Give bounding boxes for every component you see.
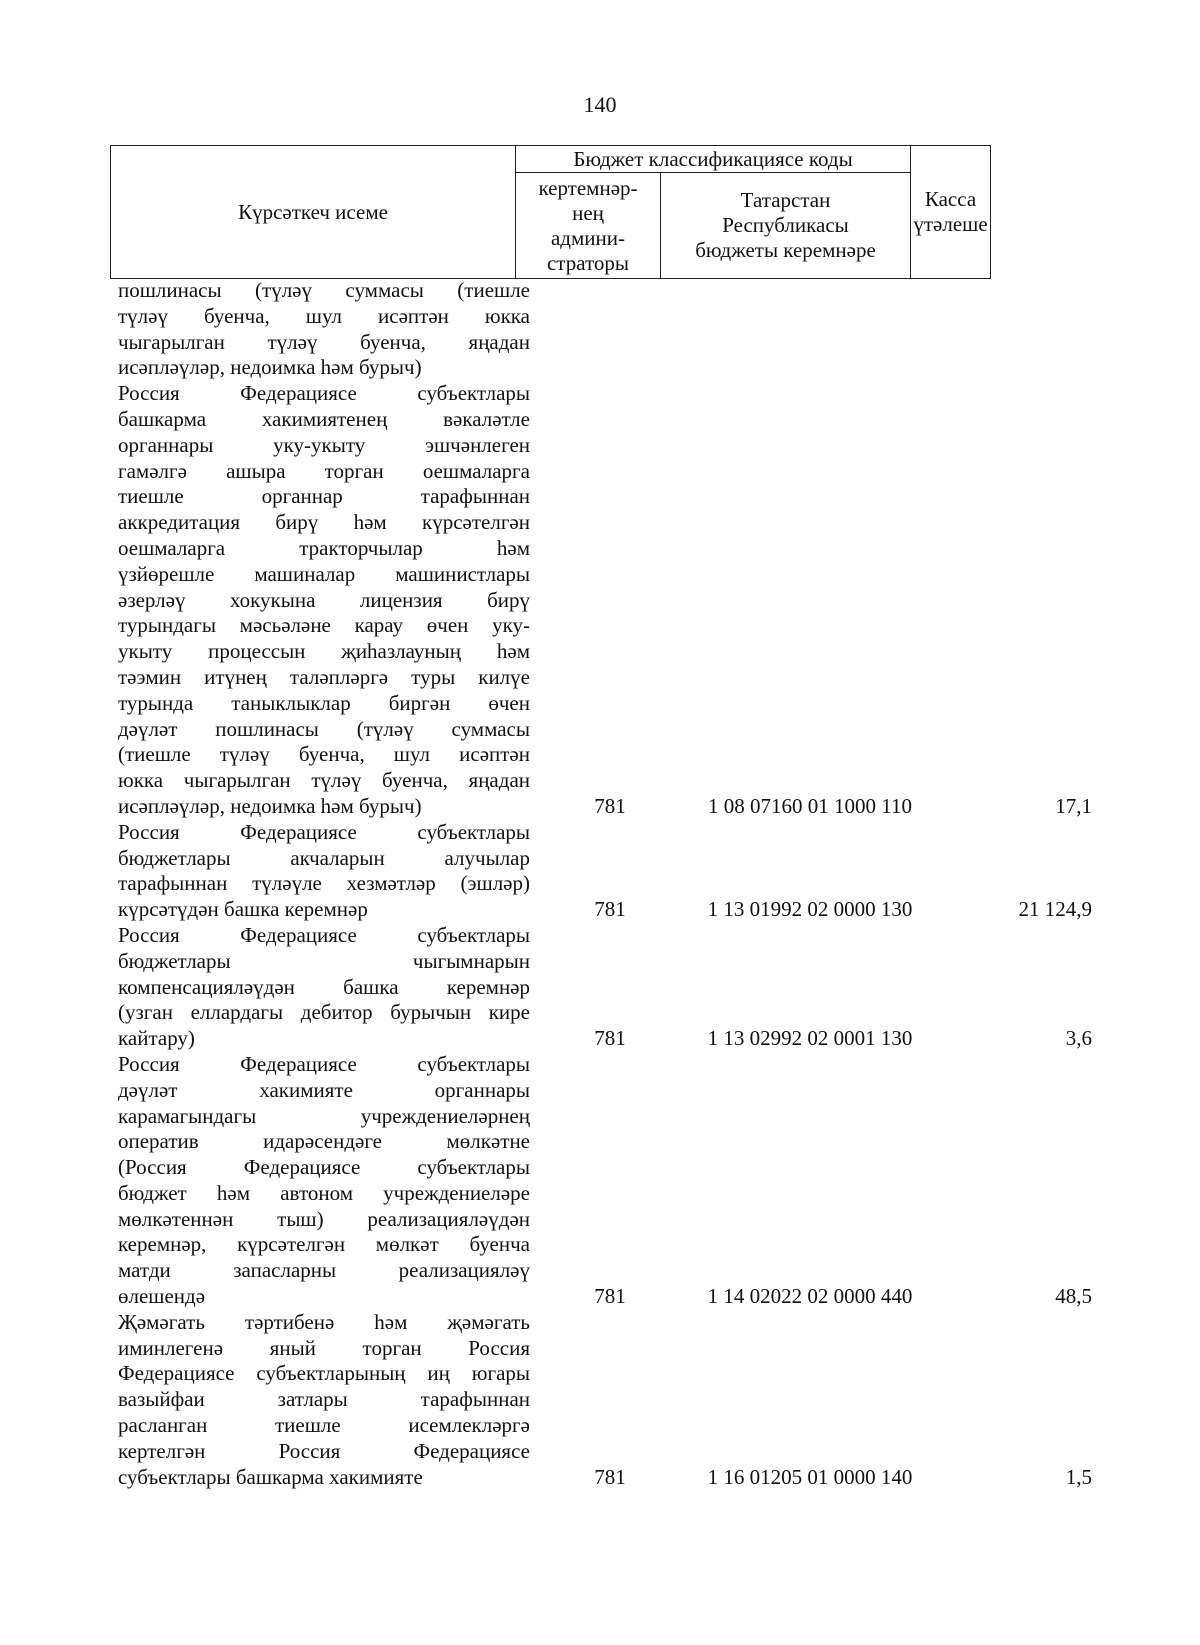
indicator-name-line: (узган еллардагы дебитор бурычын кире [118, 1000, 530, 1025]
indicator-name-line: турындагы мәсьәләне карау өчен уку- [118, 613, 530, 638]
table-row [118, 1052, 1108, 1310]
indicator-name-line: аккредитация бирү һәм күрсәтелгән [118, 510, 530, 535]
cash-amount-cell: 21 124,9 [1018, 897, 1092, 922]
indicator-name-line: бюджет һәм автоном учреждениеләре [118, 1180, 530, 1205]
indicator-name-line: расланган тиешле исемлекләргә [118, 1413, 530, 1438]
table-row [118, 820, 1108, 923]
indicator-name-line: өлешендә [118, 1284, 206, 1309]
header-indicator-name [111, 146, 516, 279]
revenue-code-cell: 1 16 01205 01 0000 140 [707, 1464, 913, 1489]
indicator-name-line: карамагындагы учреждениеләрнең [118, 1103, 530, 1128]
header-cash-line: үтәлеше [913, 212, 988, 236]
indicator-name-line: исәпләүләр, недоимка һәм бурыч) [118, 793, 422, 818]
header-indicator-label: Күрсәткеч исеме [238, 199, 388, 224]
indicator-name-line: башкарма хакимиятенең вәкаләтле [118, 406, 530, 431]
table-row [118, 1310, 1108, 1491]
indicator-name-line: үзйөрешле машиналар машинистлары [118, 561, 530, 586]
indicator-name-line: чыгарылган түләү буенча, яңадан [118, 329, 530, 354]
indicator-name-line: дәүләт пошлинасы (түләү суммасы [118, 716, 530, 741]
admin-code-cell: 781 [594, 897, 626, 922]
header-revenue-line: Республикасы [722, 213, 849, 237]
admin-code-cell: 781 [594, 1284, 626, 1309]
indicator-name-line: укыту процессын җиһазлауның һәм [118, 639, 530, 664]
header-admin-line: страторы [546, 250, 630, 275]
header-admin-line: нең [572, 200, 604, 225]
table-row [118, 923, 1108, 1052]
header-budget-code-label: Бюджет классификациясе коды [573, 146, 853, 171]
indicator-name-line: бюджетлары акчаларын алучылар [118, 845, 530, 870]
cash-amount-cell: 1,5 [1065, 1464, 1092, 1489]
indicator-name-line: тарафыннан түләүле хезмәтләр (эшләр) [118, 871, 530, 896]
revenue-code-cell: 1 13 02992 02 0001 130 [707, 1026, 913, 1051]
table-body [118, 278, 1108, 1490]
indicator-name-line: юкка чыгарылган түләү буенча, яңадан [118, 768, 530, 793]
indicator-name-line: тиешле органнар тарафыннан [118, 484, 530, 509]
indicator-name-line: керемнәр, күрсәтелгән мөлкәт буенча [118, 1232, 530, 1257]
indicator-name-cell [118, 923, 530, 1052]
indicator-name-line: кайтару) [118, 1026, 195, 1051]
indicator-name-line: мөлкәтеннән тыш) реализацияләүдән [118, 1206, 530, 1231]
cash-amount-cell: 48,5 [1055, 1284, 1092, 1309]
admin-code-cell: 781 [594, 793, 626, 818]
header-budget-code [516, 146, 911, 173]
revenue-code-cell: 1 13 01992 02 0000 130 [707, 897, 913, 922]
indicator-name-cell [118, 381, 530, 820]
indicator-name-line: (Россия Федерациясе субъектлары [118, 1155, 530, 1180]
indicator-name-line: әзерләү хокукына лицензия бирү [118, 587, 530, 612]
header-admin-line: админи- [550, 225, 625, 250]
indicator-name-line: оператив идарәсендәге мөлкәтне [118, 1129, 530, 1154]
indicator-name-line: пошлинасы (түләү суммасы (тиешле [118, 278, 530, 302]
header-cash-line: Касса [924, 187, 977, 211]
header-revenue-line: Татарстан [740, 188, 831, 212]
indicator-name-line: бюджетлары чыгымнарын [118, 948, 530, 973]
table-row [118, 381, 1108, 820]
header-cash-execution [911, 146, 991, 279]
revenue-code-cell: 1 14 02022 02 0000 440 [707, 1284, 913, 1309]
admin-code-cell: 781 [594, 1026, 626, 1051]
indicator-name-line: органнары уку-укыту эшчәнлеген [118, 432, 530, 457]
indicator-name-cell [118, 1310, 530, 1491]
indicator-name-line: Җәмәгать тәртибенә һәм җәмәгать [118, 1309, 530, 1334]
revenue-code-cell: 1 08 07160 01 1000 110 [708, 793, 912, 818]
admin-code-cell: 781 [594, 1464, 626, 1489]
indicator-name-line: субъектлары башкарма хакимияте [118, 1464, 423, 1489]
page-number: 140 [583, 92, 617, 117]
indicator-name-cell [118, 1052, 530, 1310]
indicator-name-line: Федерациясе субъектларының иң югары [118, 1361, 530, 1386]
indicator-name-line: кертелгән Россия Федерациясе [118, 1438, 530, 1463]
header-admin-line: кертемнәр- [538, 175, 638, 200]
indicator-name-line: иминлегенә яный торган Россия [118, 1335, 530, 1360]
cash-amount-cell: 3,6 [1065, 1026, 1092, 1051]
indicator-name-line: исәпләүләр, недоимка һәм бурыч) [118, 355, 422, 380]
indicator-name-line: Россия Федерациясе субъектлары [118, 1051, 530, 1076]
indicator-name-line: гамәлгә ашыра торган оешмаларга [118, 458, 530, 483]
indicator-name-line: (тиешле түләү буенча, шул исәптән [118, 742, 530, 767]
indicator-name-line: компенсацияләүдән башка керемнәр [118, 974, 530, 999]
indicator-name-line: күрсәтүдән башка керемнәр [118, 897, 368, 922]
indicator-name-line: дәүләт хакимияте органнары [118, 1077, 530, 1102]
indicator-name-cell [118, 820, 530, 923]
indicator-name-line: вазыйфаи затлары тарафыннан [118, 1387, 530, 1412]
indicator-name-line: Россия Федерациясе субъектлары [118, 922, 530, 947]
indicator-name-line: турында таныклыклар биргән өчен [118, 690, 530, 715]
header-revenue-line: бюджеты керемнәре [695, 238, 876, 262]
table-header [110, 145, 991, 279]
indicator-name-line: түләү буенча, шул исәптән юкка [118, 303, 530, 328]
indicator-name-line: матди запасларны реализацияләү [118, 1258, 530, 1283]
indicator-name-cell [118, 278, 530, 381]
table-row [118, 278, 1108, 381]
indicator-name-line: Россия Федерациясе субъектлары [118, 381, 530, 406]
header-admin [516, 173, 661, 279]
indicator-name-line: Россия Федерациясе субъектлары [118, 819, 530, 844]
cash-amount-cell: 17,1 [1055, 793, 1092, 818]
indicator-name-line: оешмаларга тракторчылар һәм [118, 535, 530, 560]
indicator-name-line: тәэмин итүнең таләпләргә туры килүе [118, 664, 530, 689]
header-revenue [661, 173, 911, 279]
